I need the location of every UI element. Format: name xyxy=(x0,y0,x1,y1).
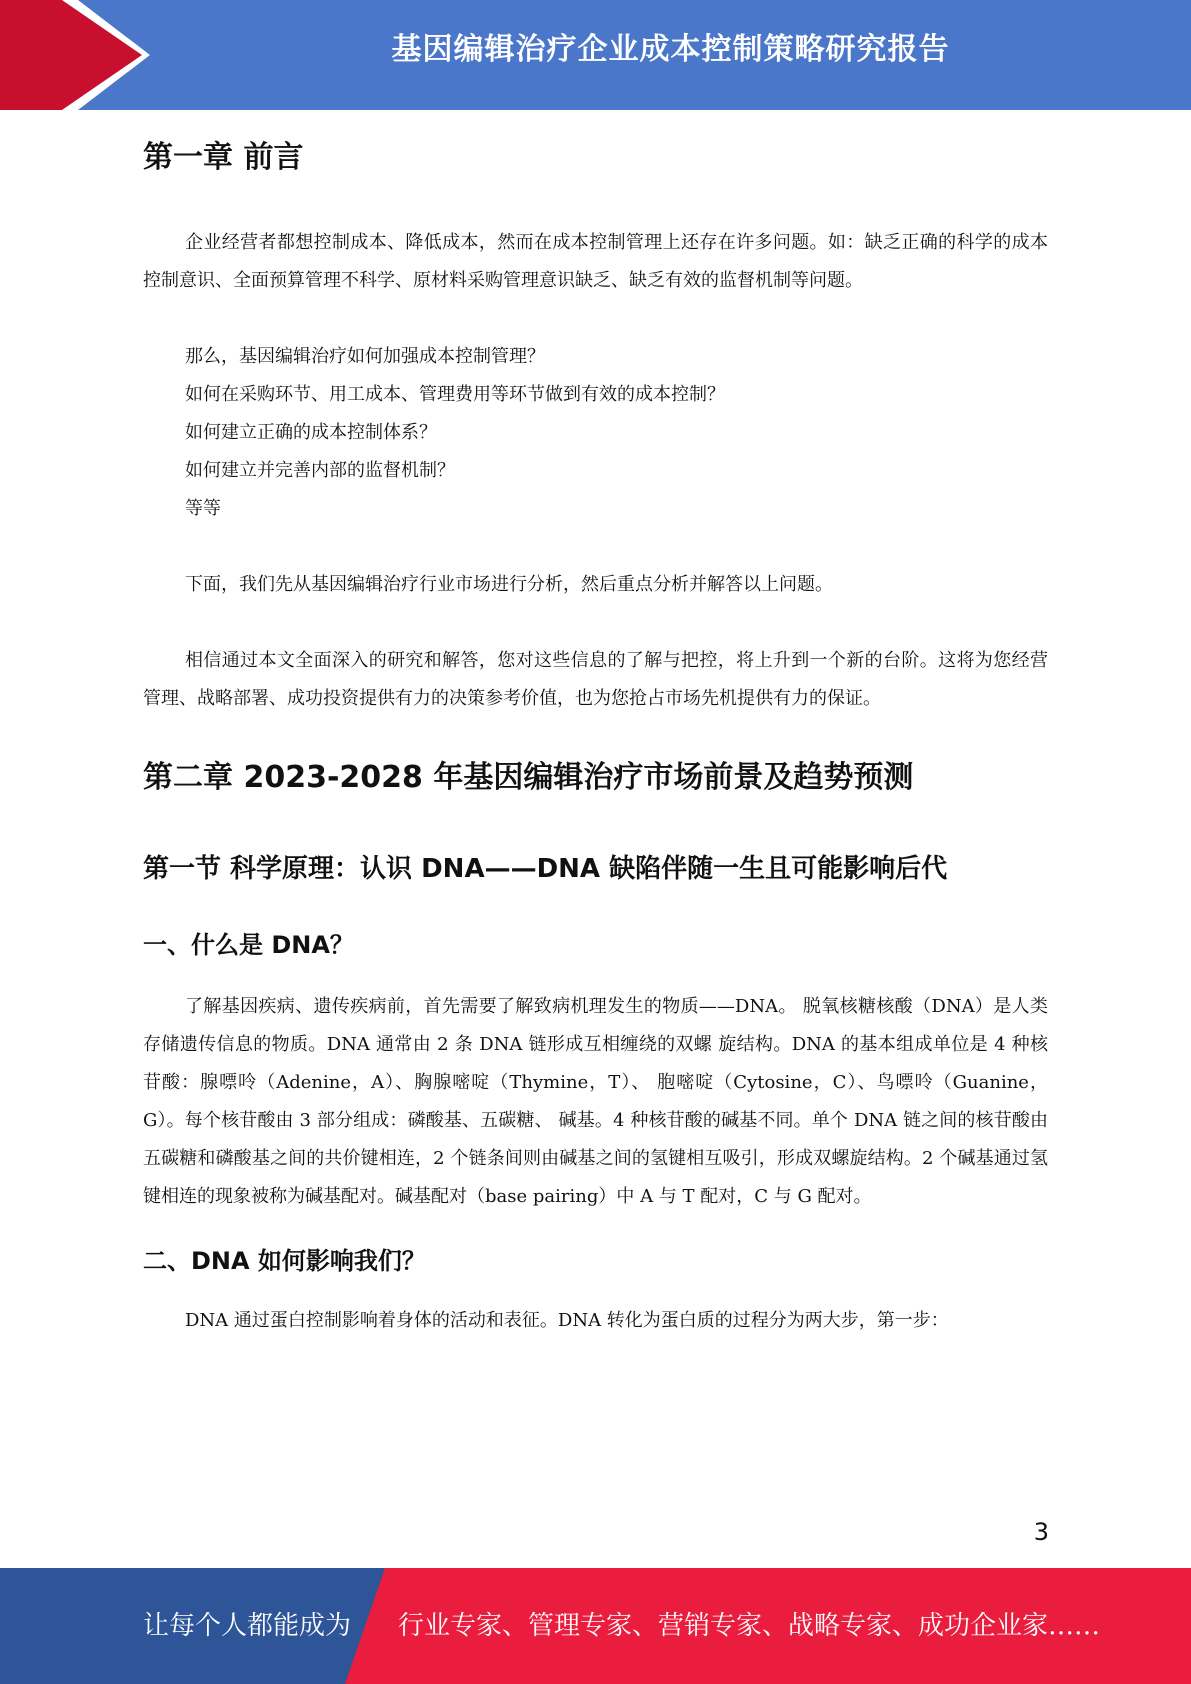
page-content xyxy=(143,128,1048,1340)
subsection1-heading: 一、什么是 DNA？ xyxy=(143,931,354,959)
dna-definition-paragraph: 了解基因疾病、遗传疾病前，首先需要了解致病机理发生的物质——DNA。 脱氧核糖核酸（DNA）是人类存储遗传信息的物质。DNA 通常由 2 条 DNA 链形成互相缠绕的双螺 旋结构。DNA 的基本组成单位是 4 种核苷酸：腺嘌呤（Adenine，A）、胸腺嘧啶（Thymine，T）、 胞嘧啶（Cytosine，C）、鸟嘌呤（Guanine，G）。每个核苷酸由 3 部分组成：磷酸基、五碳糖、 碱基。4 种核苷酸的碱基不同。单个 DNA 链之间的核苷酸由五碳糖和磷酸基之间的共价键相连，2 个链条间则由碱基之间的氢键相互吸引，形成双螺旋结构。2 个碱基通过氢键相连的现象被称为碱基配对。碱基配对（base pairing）中 A 与 T 配对，C 与 G 配对。 xyxy=(143,996,1048,1207)
question-item: 等等 xyxy=(185,498,221,519)
dna-influence-paragraph: DNA 通过蛋白控制影响着身体的活动和表征。DNA 转化为蛋白质的过程分为两大步，第一步： xyxy=(185,1310,949,1331)
page-number: 3 xyxy=(1033,1518,1049,1546)
closing-paragraph: 相信通过本文全面深入的研究和解答，您对这些信息的了解与把控，将上升到一个新的台阶。这将为您经营管理、战略部署、成功投资提供有力的决策参考价值，也为您抢占市场先机提供有力的保证。 xyxy=(143,650,1048,709)
chapter1-heading: 第一章 前言 xyxy=(143,140,304,175)
report-title: 基因编辑治疗企业成本控制策略研究报告 xyxy=(391,32,950,67)
question-item: 如何建立正确的成本控制体系？ xyxy=(185,422,437,443)
question-item: 如何建立并完善内部的监督机制？ xyxy=(185,460,455,481)
footer-slogan-right: 行业专家、管理专家、营销专家、战略专家、成功企业家…… xyxy=(398,1611,1101,1641)
analysis-paragraph: 下面，我们先从基因编辑治疗行业市场进行分析，然后重点分析并解答以上问题。 xyxy=(185,574,833,595)
chapter2-heading: 第二章 2023-2028 年基因编辑治疗市场前景及趋势预测 xyxy=(143,760,914,795)
section1-heading: 第一节 科学原理：认识 DNA——DNA 缺陷伴随一生且可能影响后代 xyxy=(143,854,948,884)
question-item: 那么，基因编辑治疗如何加强成本控制管理？ xyxy=(185,346,545,367)
question-item: 如何在采购环节、用工成本、管理费用等环节做到有效的成本控制？ xyxy=(185,384,725,405)
subsection2-heading: 二、DNA 如何影响我们？ xyxy=(143,1247,426,1275)
page-footer xyxy=(0,1568,1191,1684)
footer-slogan-left: 让每个人都能成为 xyxy=(143,1611,352,1641)
page-header xyxy=(0,0,1191,110)
chapter1-intro-paragraph: 企业经营者都想控制成本、降低成本，然而在成本控制管理上还存在许多问题。如：缺乏正确的科学的成本控制意识、全面预算管理不科学、原材料采购管理意识缺乏、缺乏有效的监督机制等问题。 xyxy=(143,232,1048,291)
